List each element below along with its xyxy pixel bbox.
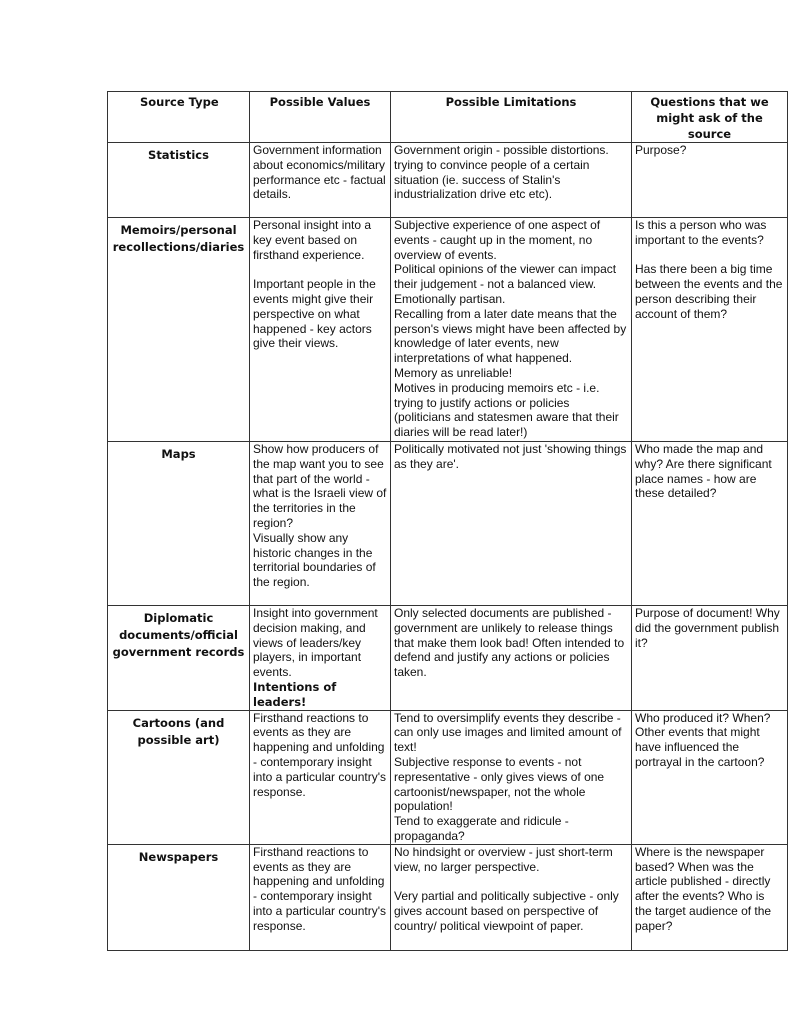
values-cell: [250, 710, 391, 844]
source-type-cell: Statistics: [108, 143, 250, 218]
questions-text: Who produced it? When? Other events that might have influenced the portrayal in the cartoon?: [635, 710, 774, 769]
questions-text: Purpose?: [635, 143, 687, 157]
table-row: [108, 844, 788, 950]
source-type-cell: Cartoons (and possible art): [108, 710, 250, 844]
source-type-cell: Diplomatic documents/official government records: [108, 606, 250, 711]
values-text: Firsthand reactions to events as they are happening and unfolding - contemporary insight into a particular country's response.: [253, 844, 390, 933]
limitations-cell: [391, 606, 632, 711]
table-row: [108, 218, 788, 442]
limitations-text: No hindsight or overview - just short-term view, no larger perspective.: [394, 844, 617, 874]
values-cell: [250, 442, 391, 606]
source-type-cell: Newspapers: [108, 844, 250, 950]
limitations-cell: [391, 218, 632, 442]
limitations-text: Memory as unreliable!: [394, 365, 513, 380]
values-text: Important people in the events might give their perspective on what happened - key actors give their views.: [253, 277, 380, 351]
header-possible-limitations: Possible Limitations: [391, 92, 632, 143]
questions-text: Has there been a big time between the events and the person describing their account of them?: [635, 262, 786, 321]
values-cell: [250, 606, 391, 711]
limitations-text: Subjective response to events - not representative - only gives views of one cartoonist/newspaper, not the whole population!: [394, 754, 608, 814]
limitations-text: Motives in producing memoirs etc - i.e. trying to justify actions or policies (politicians and statesmen aware that their diaries will be read later!): [394, 380, 623, 440]
questions-cell: [632, 442, 788, 606]
values-text: Personal insight into a key event based on firsthand experience.: [253, 218, 375, 262]
questions-cell: [632, 218, 788, 442]
header-source-type: Source Type: [108, 92, 250, 143]
limitations-cell: [391, 844, 632, 950]
source-type-cell: Maps: [108, 442, 250, 606]
table-row: [108, 710, 788, 844]
values-cell: [250, 143, 391, 218]
limitations-text: Recalling from a later date means that the person's views might have been affected by knowledge of later events, new interpretations of what happened.: [394, 306, 630, 366]
limitations-cell: [391, 143, 632, 218]
values-text: Insight into government decision making, and views of leaders/key players, in important events.: [253, 606, 382, 680]
limitations-cell: [391, 710, 632, 844]
questions-cell: [632, 710, 788, 844]
limitations-text: Political opinions of the viewer can impact their judgement - not a balanced view. Emotionally partisan.: [394, 262, 620, 306]
table-row: [108, 143, 788, 218]
limitations-text: Tend to exaggerate and ridicule - propaganda?: [394, 814, 573, 843]
values-text: Firsthand reactions to events as they are happening and unfolding - contemporary insight into a particular country's response.: [253, 710, 390, 799]
questions-cell: [632, 606, 788, 711]
header-possible-values: Possible Values: [250, 92, 391, 143]
limitations-text: Tend to oversimplify events they describe - can only use images and limited amount of text!: [394, 710, 625, 755]
questions-text: Purpose of document! Why did the government publish it?: [635, 606, 784, 650]
limitations-text: Only selected documents are published - government are unlikely to release things that make them look bad! Often intended to defend and justify any actions or policies taken.: [394, 606, 628, 680]
values-text: Show how producers of the map want you to see that part of the world - what is the Israeli view of the territories in the region?: [253, 442, 390, 530]
values-cell: [250, 218, 391, 442]
questions-cell: [632, 143, 788, 218]
limitations-text: Subjective experience of one aspect of events - caught up in the moment, no overview of events.: [394, 218, 604, 262]
limitations-cell: [391, 442, 632, 606]
limitations-text: Government origin - possible distortions. trying to convince people of a certain situation (ie. success of Stalin's industrialization drive etc etc).: [394, 143, 613, 202]
source-analysis-table: [107, 91, 788, 951]
values-text: Visually show any historic changes in the territorial boundaries of the region.: [253, 530, 380, 590]
table-row: [108, 606, 788, 711]
values-cell: [250, 844, 391, 950]
limitations-text: Politically motivated not just 'showing things as they are'.: [394, 442, 630, 471]
questions-text: Is this a person who was important to the events?: [635, 218, 770, 247]
values-text: Government information about economics/military performance etc - factual details.: [253, 143, 390, 202]
header-questions: Questions that we might ask of the source: [632, 92, 788, 143]
table-row: [108, 442, 788, 606]
limitations-text: Very partial and politically subjective - only gives account based on perspective of country/ political viewpoint of paper.: [394, 889, 623, 933]
source-type-cell: Memoirs/personal recollections/diaries: [108, 218, 250, 442]
questions-text: Where is the newspaper based? When was the article published - directly after the events? Who is the target audience of the paper?: [635, 844, 775, 933]
questions-cell: [632, 844, 788, 950]
questions-text: Who made the map and why? Are there significant place names - how are these detailed?: [635, 442, 776, 501]
values-emphasis-text: Intentions of leaders!: [253, 679, 341, 709]
header-row: [108, 92, 788, 143]
